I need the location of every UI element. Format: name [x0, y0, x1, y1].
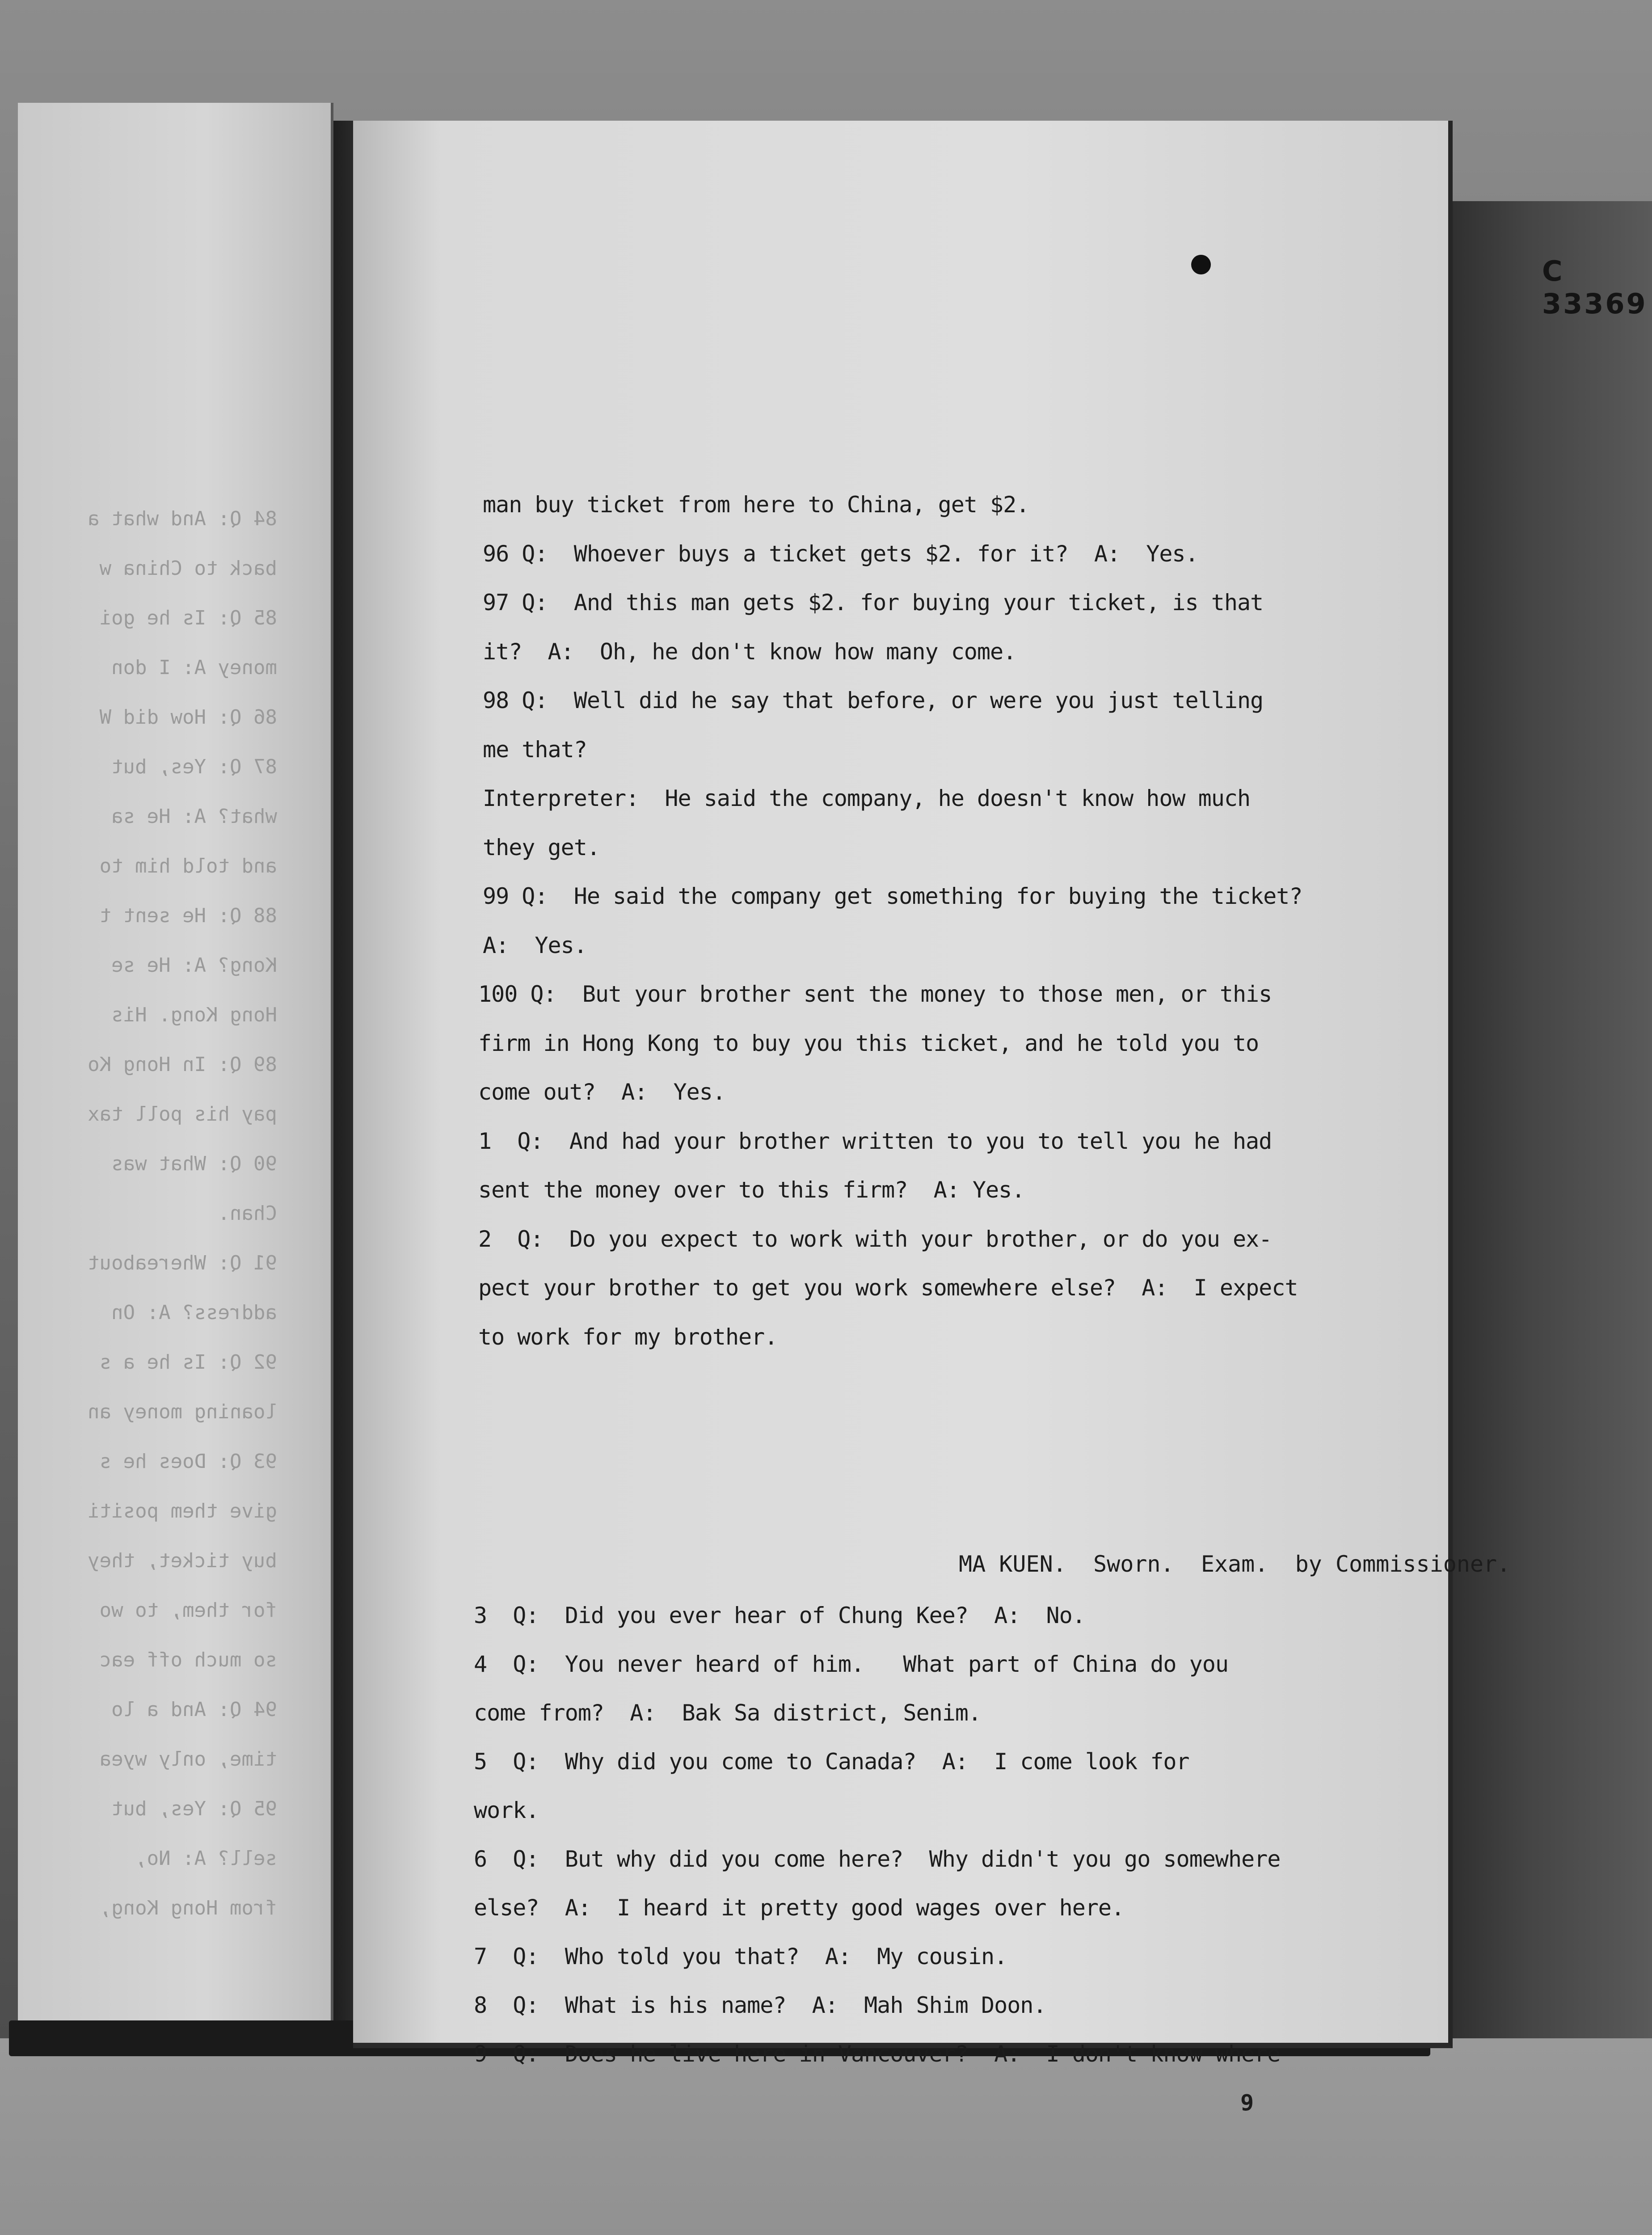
document-number: C 33369 [1542, 255, 1648, 320]
transcript-line: 100 Q: But your brother sent the money to those men, or this [478, 981, 1272, 1007]
bleed-through-line: what? A: He sa [111, 805, 277, 828]
transcript-line: man buy ticket from here to China, get $2. [483, 492, 1029, 518]
transcript-line: 1 Q: And had your brother written to you to tell you he had [478, 1128, 1272, 1154]
transcript-line: 7 Q: Who told you that? A: My cousin. [474, 1944, 1007, 1969]
bleed-through-line: back to China w [99, 557, 277, 580]
transcript-line: it? A: Oh, he don't know how many come. [483, 638, 1016, 665]
bleed-through-line: 88 Q: He sent t [99, 904, 277, 927]
transcript-line: come from? A: Bak Sa district, Senim. [474, 1700, 981, 1726]
witness-heading: MA KUEN. Sworn. Exam. by Commissioner. [959, 1551, 1511, 1577]
transcript-line: to work for my brother. [478, 1324, 778, 1350]
page-number: 9 [1240, 2090, 1254, 2116]
transcript-line: 4 Q: You never heard of him. What part of China do you [474, 1651, 1228, 1677]
bleed-through-line: 95 Q: Yes, but [111, 1797, 277, 1820]
transcript-line: pect your brother to get you work somewhere else? A: I expect [478, 1275, 1298, 1301]
left-facing-page [18, 103, 333, 2047]
transcript-line: come out? A: Yes. [478, 1079, 725, 1105]
bleed-through-line: 85 Q: Is he goi [99, 607, 277, 629]
bleed-through-line: for them, to wo [99, 1599, 277, 1622]
transcript-line: 2 Q: Do you expect to work with your brother, or do you ex- [478, 1226, 1272, 1252]
transcript-line: 3 Q: Did you ever hear of Chung Kee? A: No. [474, 1602, 1085, 1628]
bleed-through-line: 84 Q: And what a [88, 507, 277, 530]
bleed-through-line: loaning money an [88, 1400, 277, 1423]
bleed-through-line: Chan. [218, 1202, 277, 1225]
transcript-line: work. [474, 1797, 539, 1823]
background-bottom [0, 2038, 1652, 2235]
bleed-through-line: 89 Q: In Hong Ko [88, 1053, 277, 1076]
bleed-through-line: 90 Q: What was [111, 1152, 277, 1175]
transcript-page [353, 121, 1648, 2116]
transcript-line: sent the money over to this firm? A: Yes. [478, 1177, 1025, 1203]
bleed-through-line: 91 Q: Whereabout [88, 1252, 277, 1274]
transcript-line: 6 Q: But why did you come here? Why didn't you go somewhere [474, 1846, 1281, 1872]
transcript-line: 96 Q: Whoever buys a ticket gets $2. for it? A: Yes. [483, 540, 1198, 567]
bleed-through-line: Hong Kong. His [111, 1004, 277, 1026]
bleed-through-line: 94 Q: And a lo [111, 1698, 277, 1721]
transcript-line: Interpreter: He said the company, he doesn't know how much [483, 785, 1251, 811]
transcript-line: 99 Q: He said the company get something for buying the ticket? [483, 883, 1302, 909]
punch-hole [1191, 255, 1211, 274]
bleed-through-line: pay his poll tax [88, 1103, 277, 1126]
bleed-through-line: 87 Q: Yes, but [111, 755, 277, 778]
transcript-line: 5 Q: Why did you come to Canada? A: I come look for [474, 1749, 1189, 1775]
background-shadow [1448, 201, 1652, 2056]
bleed-through-line: 92 Q: Is he a s [99, 1351, 277, 1374]
transcript-line: they get. [483, 834, 600, 860]
bleed-through-line: time, only wyea [99, 1748, 277, 1771]
transcript-line: 9 Q: Does he live here in Vancouver? A: I don't know where [474, 2041, 1281, 2067]
bleed-through-line: sell? A: No, [135, 1847, 277, 1870]
transcript-line: 97 Q: And this man gets $2. for buying your ticket, is that [483, 590, 1264, 616]
bleed-through-line: 86 Q: How did W [99, 706, 277, 729]
bleed-through-line: give them positi [88, 1500, 277, 1522]
transcript-line: firm in Hong Kong to buy you this ticket, and he told you to [478, 1030, 1259, 1056]
bleed-through-line: address? A: On [111, 1301, 277, 1324]
transcript-line: 98 Q: Well did he say that before, or were you just telling [483, 687, 1264, 713]
bleed-through-line: so much off eac [99, 1649, 277, 1671]
transcript-line: me that? [483, 736, 587, 763]
bleed-through-line: from Hong Kong, [99, 1897, 277, 1919]
transcript-line: 8 Q: What is his name? A: Mah Shim Doon. [474, 1992, 1046, 2018]
transcript-line: else? A: I heard it pretty good wages over here. [474, 1895, 1125, 1921]
bleed-through-line: 93 Q: Does he s [99, 1450, 277, 1473]
bleed-through-line: buy ticket, they [88, 1549, 277, 1572]
bleed-through-line: Kong? A: He se [111, 954, 277, 977]
bleed-through-line: money A: I don [111, 656, 277, 679]
bleed-through-line: and told him to [99, 855, 277, 877]
transcript-line: A: Yes. [483, 932, 587, 958]
